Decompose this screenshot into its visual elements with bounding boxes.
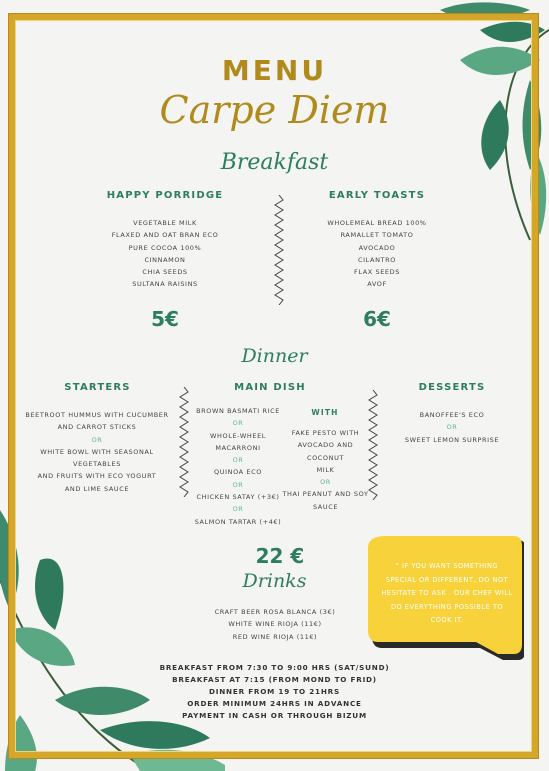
hours-line: BREAKFAST AT 7:15 (FROM MOND TO FRID)	[172, 675, 377, 684]
list-item: MACARRONI	[215, 443, 261, 452]
chef-note-line: DO EVERYTHING POSSIBLE TO	[390, 602, 504, 611]
list-item: AVOCADO	[358, 243, 396, 252]
chef-note-line: HESITATE TO ASK . OUR CHEF WILL	[381, 589, 513, 597]
list-item: FLAXED AND OAT BRAN ECO	[111, 231, 219, 240]
main-dish-bases	[193, 405, 283, 528]
hours-line: ORDER MINIMUM 24HRS IN ADVANCE	[187, 699, 362, 708]
list-item: MILK	[316, 465, 335, 474]
restaurant-name: Carpe Diem	[159, 88, 390, 132]
drinks-items	[200, 606, 350, 643]
main-dish-sauces	[278, 427, 373, 513]
list-item: VEGETABLE MILK	[133, 219, 197, 227]
opening-hours	[0, 662, 549, 722]
breakfast-heading: Breakfast	[220, 150, 329, 175]
list-item: BANOFFEE'S ECO	[419, 411, 485, 419]
chef-note-line: SPECIAL OR DIFFERENT, DO NOT	[385, 575, 509, 584]
list-item: FLAX SEEDS	[354, 268, 400, 277]
starters-items	[22, 409, 172, 495]
or-separator: OR	[320, 478, 331, 487]
chef-note	[378, 560, 516, 628]
list-item: RAMALLET TOMATO	[340, 231, 414, 240]
desserts-items	[392, 409, 512, 446]
list-item: CHIA SEEDS	[142, 268, 188, 277]
toasts-title: EARLY TOASTS	[328, 190, 426, 201]
toasts-price: 6€	[363, 307, 391, 331]
chef-note-line: " IF YOU WANT SOMETHING	[395, 562, 499, 570]
list-item: AVOF	[367, 280, 387, 289]
drinks-heading: Drinks	[242, 570, 307, 592]
porridge-items	[100, 217, 230, 291]
list-item: CHICKEN SATAY (+3€)	[196, 493, 280, 502]
list-item: FAKE PESTO WITH	[291, 429, 360, 437]
or-separator: OR	[232, 505, 244, 514]
or-separator: OR	[446, 423, 458, 432]
menu-title: MENU	[221, 54, 328, 87]
list-item: SULTANA RAISINS	[132, 280, 198, 289]
list-item: WHITE WINE RIOJA (11€)	[228, 620, 322, 629]
list-item: CINNAMON	[144, 255, 186, 264]
dinner-heading: Dinner	[241, 345, 308, 367]
or-separator: OR	[91, 435, 103, 444]
dinner-price: 22 €	[255, 544, 305, 568]
list-item: WHOLEMEAL BREAD 100%	[327, 219, 427, 227]
list-item: CRAFT BEER ROSA BLANCA (3€)	[214, 608, 336, 616]
zigzag-divider-icon	[368, 390, 378, 500]
toasts-items	[312, 217, 442, 291]
list-item: AND LIME SAUCE	[64, 484, 130, 493]
list-item: PURE COCOA 100%	[128, 243, 202, 252]
list-item: AND CARROT STICKS	[57, 423, 137, 432]
or-separator: OR	[232, 456, 244, 465]
list-item: QUINOA ECO	[214, 468, 262, 477]
main-dish-title: MAIN DISH	[234, 382, 306, 393]
list-item: AVOCADO AND COCONUT	[297, 441, 354, 462]
list-item: CILANTRO	[358, 255, 396, 264]
chef-note-line: COOK IT.	[430, 616, 464, 624]
hours-line: PAYMENT IN CASH OR THROUGH BIZUM	[182, 711, 367, 720]
list-item: AND FRUITS WITH ECO YOGURT	[37, 472, 157, 481]
porridge-title: HAPPY PORRIDGE	[106, 190, 224, 201]
starters-title: STARTERS	[64, 382, 131, 393]
porridge-price: 5€	[151, 307, 179, 331]
hours-line: DINNER FROM 19 TO 21HRS	[209, 687, 340, 696]
desserts-title: DESSERTS	[418, 382, 486, 393]
list-item: BEETROOT HUMMUS WITH CUCUMBER	[25, 411, 169, 419]
list-item: SAUCE	[312, 502, 339, 511]
zigzag-divider-icon	[274, 195, 284, 305]
list-item: THAI PEANUT AND SOY	[282, 490, 369, 499]
or-separator: OR	[232, 419, 244, 428]
hours-line: BREAKFAST FROM 7:30 TO 9:00 HRS (SAT/SUND)	[159, 663, 390, 672]
or-separator: OR	[232, 480, 244, 489]
zigzag-divider-icon	[179, 387, 189, 497]
list-item: SWEET LEMON SURPRISE	[404, 435, 500, 444]
list-item: WHITE BOWL WITH SEASONAL VEGETABLES	[40, 447, 154, 469]
list-item: BROWN BASMATI RICE	[196, 407, 280, 415]
with-label: WITH	[311, 408, 339, 417]
list-item: SALMON TARTAR (+4€)	[194, 517, 282, 526]
list-item: RED WINE RIOJA (11€)	[232, 632, 318, 641]
list-item: WHOLE-WHEEL	[210, 431, 266, 440]
